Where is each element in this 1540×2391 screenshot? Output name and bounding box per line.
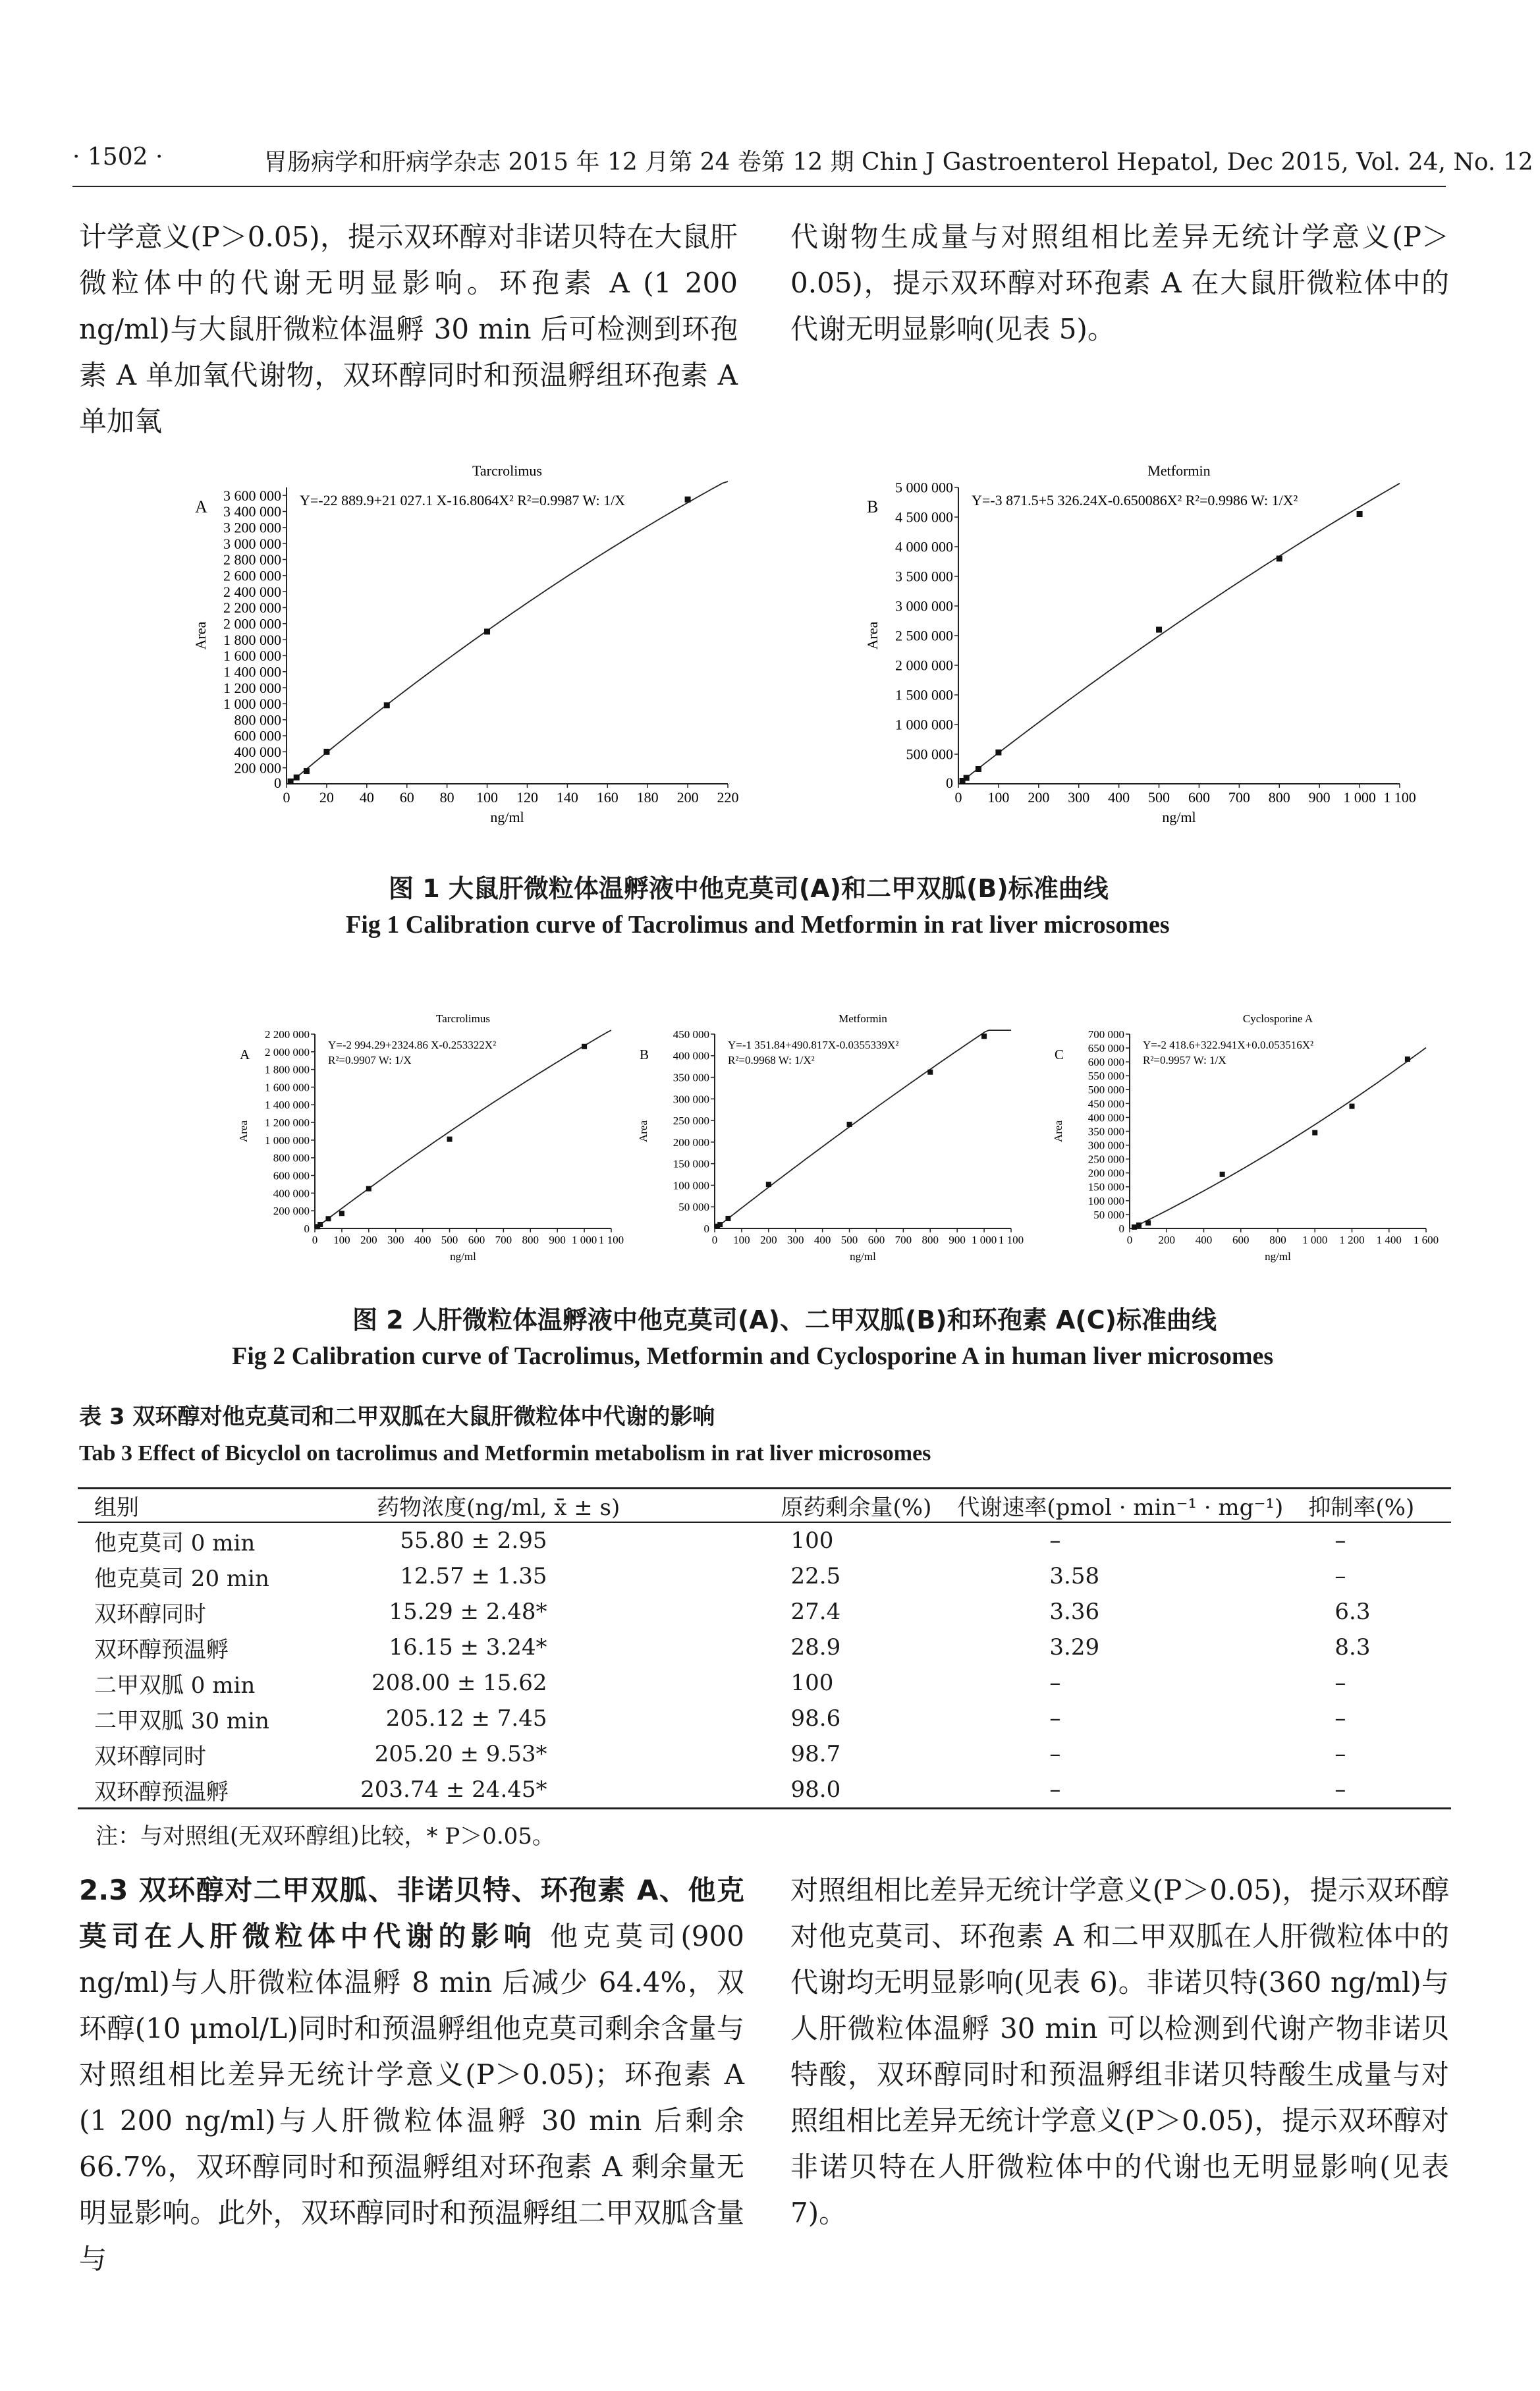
header-rule [72,186,1446,187]
table-row [78,1665,1451,1701]
table-cell: 双环醇预温孵 [78,1772,360,1809]
table-cell: 二甲双胍 0 min [94,1672,256,1699]
y-axis-label: Area [1052,1120,1064,1143]
fig1-panel-a [191,461,757,830]
table3-header-cell: 组别 [78,1489,360,1523]
table3-header-cell: 药物浓度(ng/ml, x̄ ± s) [360,1489,764,1523]
table3-title-cn: 表 3 双环醇对他克莫司和二甲双胍在大鼠肝微粒体中代谢的影响 [79,1404,715,1430]
data-point [304,768,310,774]
table3-note: 注：与对照组(无双环醇组)比较，* P＞0.05。 [96,1823,555,1850]
data-point [325,1216,331,1221]
y-tick-label: 250 000 [1087,1153,1124,1166]
data-point [339,1211,344,1216]
data-point [717,1222,723,1227]
data-point [1405,1057,1410,1062]
y-tick-label: 3 200 000 [223,519,281,536]
table-cell: 22.5 [790,1563,841,1589]
y-axis-label: Area [237,1120,250,1143]
x-tick-label: 40 [359,789,374,806]
table-cell: 3.36 [1049,1599,1100,1625]
x-tick-label: 700 [1228,789,1250,806]
y-tick-label: 500 000 [906,746,953,763]
section-text: 他克莫司(900 ng/ml)与人肝微粒体温孵 8 min 后减少 64.4%，双环醇(10 μmol/L)同时和预温孵组他克莫司剩余含量与对照组相比差异无统计学意义(P＞0.05)；环孢素 A (1 200 ng/ml)与人肝微粒体温孵 30 min 后剩余 66.7%，双环醇同时和预温孵组对环孢素 A 剩余量无明显影响。此外，双环醇同时和预温孵组二甲双胍含量与 [79,1920,744,2275]
y-tick-label: 650 000 [1087,1042,1124,1055]
table-cell: 205.20 ± 9.53* [374,1741,547,1767]
x-tick-label: 180 [636,789,659,806]
data-point [964,775,970,781]
y-tick-label: 2 500 000 [895,627,953,644]
table-cell: 208.00 ± 15.62 [371,1670,547,1696]
y-tick-label: 150 000 [673,1157,709,1170]
data-point [1277,556,1282,562]
y-tick-label: 1 000 000 [265,1134,310,1147]
data-point [685,497,691,503]
x-tick-label: 600 [1232,1234,1250,1246]
x-axis-label: ng/ml [1265,1250,1291,1263]
fig2-caption-en: Fig 2 Calibration curve of Tacrolimus, Metformin and Cyclosporine A in human liver microsomes [232,1342,1274,1370]
y-tick-label: 1 800 000 [265,1063,310,1076]
x-tick-label: 1 000 [1302,1234,1328,1246]
x-axis-label: ng/ml [1162,809,1196,825]
paragraph: 对照组相比差异无统计学意义(P＞0.05)，提示双环醇对他克莫司、环孢素 A 和二甲双胍在人肝微粒体中的代谢均无明显影响(见表 6)。非诺贝特(360 ng/ml)与人肝微粒体温孵 30 min 可以检测到代谢产物非诺贝特酸，双环醇同时和预温孵组非诺贝特酸生成量与对照组相比差异无统计学意义(P＞0.05)，提示双环醇对非诺贝特在人肝微粒体中的代谢也无明显影响(见表 7)。 [790,1874,1449,2229]
data-point [725,1216,730,1221]
x-tick-label: 1 000 [571,1234,597,1246]
table-cell: 3.29 [1049,1634,1100,1661]
fit-equation: Y=-22 889.9+21 027.1 X-16.8064X² R²=0.9987 W: 1/X [300,492,626,508]
x-tick-label: 220 [717,789,739,806]
data-point [1350,1104,1355,1109]
table-row [78,1558,1451,1594]
panel-label: A [240,1047,250,1062]
y-tick-label: 800 000 [273,1151,310,1165]
x-tick-label: 1 600 [1413,1234,1439,1246]
fit-line [1134,1048,1426,1228]
paragraph [79,1867,744,2282]
table-cell: – [941,1772,1292,1809]
table-row [78,1701,1451,1736]
panel-label: C [1055,1047,1064,1062]
text-column-top-left [79,214,738,445]
y-tick-label: 2 000 000 [265,1045,310,1058]
x-tick-label: 400 [1195,1234,1213,1246]
table-cell: 100 [790,1527,834,1554]
y-tick-label: 3 600 000 [223,487,281,504]
x-tick-label: 600 [468,1234,485,1246]
y-tick-label: 1 000 000 [223,696,281,713]
y-tick-label: 300 000 [1087,1139,1124,1152]
data-point [1220,1172,1225,1177]
y-tick-label: 350 000 [673,1071,709,1084]
y-tick-label: 100 000 [1087,1194,1124,1207]
x-tick-label: 200 [1158,1234,1175,1246]
table-cell: 203.74 ± 24.45* [360,1772,764,1809]
y-tick-label: 0 [946,775,953,791]
table-cell: 他克莫司 20 min [94,1565,269,1592]
data-point [995,750,1001,756]
chart-title: Cyclosporine A [1242,1012,1313,1025]
table3-header-cell: 原药剩余量(%) [765,1489,941,1523]
table-cell: – [1334,1563,1346,1589]
journal-title: 胃肠病学和肝病学杂志 2015 年 12 月第 24 卷第 12 期 Chin J Gastroenterol Hepatol, Dec 2015, Vol. 24, No. 12 [263,149,1533,176]
x-axis-label: ng/ml [490,809,524,825]
y-tick-label: 2 000 000 [223,615,281,632]
y-tick-label: 0 [1118,1223,1124,1235]
y-tick-label: 300 000 [673,1093,709,1106]
fig2-caption-cn: 图 2 人肝微粒体温孵液中他克莫司(A)、二甲双胍(B)和环孢素 A(C)标准曲线 [352,1305,1217,1334]
y-tick-label: 5 000 000 [895,479,953,496]
chart-svg [191,461,757,830]
data-point [847,1122,852,1127]
table3-header-row [78,1489,1451,1523]
data-point [317,1222,323,1227]
y-axis-label: Area [637,1120,649,1143]
y-tick-label: 1 800 000 [223,631,281,648]
data-point [1136,1223,1141,1228]
x-tick-label: 800 [1269,1234,1286,1246]
x-tick-label: 700 [894,1234,912,1246]
panel-label: A [195,497,207,516]
table-cell: 55.80 ± 2.95 [400,1527,547,1554]
page-number: · 1502 · [72,144,163,171]
text-column-bottom-right [790,1867,1449,2236]
data-point [976,766,981,772]
x-tick-label: 1 400 [1376,1234,1402,1246]
x-tick-label: 0 [711,1234,718,1246]
y-tick-label: 3 000 000 [223,535,281,552]
fig2-panel-c [1051,1008,1446,1271]
table-cell: – [1334,1527,1346,1554]
x-tick-label: 100 [476,789,499,806]
panel-label: B [867,497,879,516]
y-tick-label: 3 000 000 [895,597,953,615]
y-tick-label: 350 000 [1087,1125,1124,1138]
x-tick-label: 80 [439,789,454,806]
y-tick-label: 700 000 [1087,1028,1124,1041]
table-cell: – [1049,1670,1061,1696]
y-tick-label: 50 000 [678,1201,709,1214]
x-tick-label: 800 [921,1234,939,1246]
x-tick-label: 400 [813,1234,831,1246]
x-tick-label: 20 [319,789,334,806]
y-tick-label: 200 000 [234,759,281,777]
y-tick-label: 1 400 000 [223,663,281,680]
x-tick-label: 0 [312,1234,318,1246]
x-tick-label: 600 [867,1234,885,1246]
y-tick-label: 550 000 [1087,1070,1124,1083]
y-tick-label: 1 200 000 [223,679,281,696]
y-axis-label: Area [864,621,881,650]
y-tick-label: 600 000 [273,1169,310,1182]
y-tick-label: 250 000 [673,1114,709,1128]
fig2-panel-b [636,1008,1031,1271]
x-tick-label: 0 [283,789,290,806]
x-axis-label: ng/ml [450,1250,476,1263]
y-tick-label: 1 600 000 [223,647,281,665]
table-cell: 15.29 ± 2.48* [389,1599,547,1625]
table3-header-cell: 抑制率(%) [1292,1489,1451,1523]
x-tick-label: 800 [522,1234,539,1246]
y-tick-label: 200 000 [273,1205,310,1218]
data-point [323,749,329,755]
y-tick-label: 400 000 [1087,1111,1124,1124]
y-tick-label: 150 000 [1087,1180,1124,1194]
y-tick-label: 100 000 [673,1179,709,1192]
y-tick-label: 1 400 000 [265,1099,310,1112]
panel-label: B [640,1047,649,1062]
x-tick-label: 300 [387,1234,404,1246]
y-tick-label: 1 600 000 [265,1081,310,1094]
x-tick-label: 1 100 [998,1234,1024,1246]
x-tick-label: 300 [1068,789,1090,806]
fig1-panel-b [863,461,1429,830]
y-tick-label: 1 000 000 [895,716,953,733]
chart-svg [1051,1008,1446,1271]
x-tick-label: 900 [1308,789,1331,806]
table-cell: 6.3 [1334,1599,1371,1625]
y-tick-label: 600 000 [1087,1056,1124,1069]
table-cell: 205.12 ± 7.45 [385,1705,547,1732]
x-tick-label: 160 [596,789,619,806]
y-tick-label: 200 000 [1087,1167,1124,1180]
fig1-caption-cn: 图 1 大鼠肝微粒体温孵液中他克莫司(A)和二甲双胍(B)标准曲线 [389,874,1109,903]
x-tick-label: 400 [414,1234,431,1246]
y-tick-label: 2 400 000 [223,583,281,600]
x-tick-label: 500 [840,1234,858,1246]
chart-svg [863,461,1429,830]
table-cell: 二甲双胍 30 min [94,1707,269,1734]
chart-title: Metformin [839,1012,887,1025]
x-tick-label: 100 [733,1234,750,1246]
y-tick-label: 2 200 000 [265,1028,310,1041]
y-tick-label: 400 000 [673,1049,709,1062]
table-cell: 98.0 [765,1772,941,1809]
data-point [1132,1224,1137,1230]
table-cell: 98.7 [790,1741,841,1767]
table3 [78,1487,1451,1809]
table-cell: 双环醇同时 [94,1743,206,1770]
y-tick-label: 3 400 000 [223,503,281,520]
table-cell: 27.4 [790,1599,841,1625]
table3-header-cell: 代谢速率(pmol · min⁻¹ · mg⁻¹) [941,1489,1292,1523]
data-point [1145,1221,1151,1226]
fit-equation: Y=-2 418.6+322.941X+0.0.053516X² [1143,1039,1314,1051]
table-cell: – [1334,1670,1346,1696]
paragraph: 计学意义(P＞0.05)，提示双环醇对非诺贝特在大鼠肝微粒体中的代谢无明显影响。环孢素 A (1 200 ng/ml)与大鼠肝微粒体温孵 30 min 后可检测到环孢素 A 单加氧代谢物，双环醇同时和预温孵组环孢素 A 单加氧 [79,221,738,437]
data-point [447,1137,453,1142]
x-tick-label: 200 [1028,789,1050,806]
x-tick-label: 900 [949,1234,966,1246]
table3-title-en: Tab 3 Effect of Bicyclol on tacrolimus and Metformin metabolism in rat liver microsomes [79,1441,931,1466]
table-cell: – [1049,1741,1061,1767]
table-cell: 双环醇预温孵 [94,1636,229,1663]
data-point [288,779,294,784]
data-point [294,775,300,781]
x-tick-label: 400 [1108,789,1130,806]
section-heading: 2.3 双环醇对二甲双胍、非诺贝特、环孢素 A、他克莫司在人肝微粒体中代谢的影响 [79,1874,744,1952]
y-tick-label: 400 000 [273,1187,310,1200]
y-tick-label: 2 200 000 [223,599,281,617]
table-cell: 16.15 ± 3.24* [389,1634,547,1661]
x-tick-label: 1 200 [1339,1234,1365,1246]
x-tick-label: 800 [1268,789,1290,806]
y-tick-label: 2 000 000 [895,657,953,674]
data-point [484,628,490,634]
x-tick-label: 900 [549,1234,566,1246]
y-tick-label: 450 000 [673,1028,709,1041]
y-tick-label: 450 000 [1087,1097,1124,1111]
x-axis-label: ng/ml [850,1250,876,1263]
y-tick-label: 2 600 000 [223,567,281,584]
data-point [384,702,390,708]
y-tick-label: 1 200 000 [265,1116,310,1130]
x-tick-label: 200 [676,789,699,806]
x-tick-label: 1 000 [971,1234,997,1246]
fit-equation: Y=-2 994.29+2324.86 X-0.253322X² [328,1039,497,1051]
data-point [582,1044,587,1049]
table-cell: – [1292,1772,1451,1809]
x-tick-label: 0 [954,789,962,806]
y-axis-label: Area [192,621,209,650]
text-column-top-right [790,214,1449,352]
data-point [1156,627,1162,633]
x-tick-label: 120 [516,789,538,806]
table-row [78,1630,1451,1665]
running-header [72,144,1533,177]
y-tick-label: 2 800 000 [223,551,281,568]
table-cell: – [1049,1527,1061,1554]
fit-stats: R²=0.9907 W: 1/X [328,1054,412,1066]
fit-equation: Y=-1 351.84+490.817X-0.0355339X² [728,1039,899,1051]
x-tick-label: 60 [399,789,414,806]
x-tick-label: 500 [1148,789,1170,806]
fit-equation: Y=-3 871.5+5 326.24X-0.650086X² R²=0.9986 W: 1/X² [972,492,1298,508]
x-tick-label: 500 [441,1234,458,1246]
data-point [366,1186,371,1192]
chart-title: Metformin [1147,462,1211,479]
paragraph: 代谢物生成量与对照组相比差异无统计学意义(P＞0.05)，提示双环醇对环孢素 A 在大鼠肝微粒体中的代谢无明显影响(见表 5)。 [790,221,1449,345]
y-tick-label: 4 000 000 [895,538,953,555]
table-cell: – [1049,1705,1061,1732]
x-tick-label: 200 [760,1234,777,1246]
y-tick-label: 400 000 [234,744,281,761]
x-tick-label: 300 [786,1234,804,1246]
y-tick-label: 0 [304,1223,310,1235]
table-cell: – [1334,1705,1346,1732]
table-cell: 他克莫司 0 min [94,1529,256,1556]
text-column-bottom-left [79,1867,744,2282]
y-tick-label: 200 000 [673,1136,709,1149]
y-tick-label: 3 500 000 [895,568,953,585]
data-point [981,1033,987,1039]
y-tick-label: 800 000 [234,711,281,728]
table-cell: 98.6 [790,1705,841,1732]
fig2-panel-a [236,1008,631,1271]
y-tick-label: 600 000 [234,727,281,744]
x-tick-label: 700 [495,1234,512,1246]
table-cell: 8.3 [1334,1634,1371,1661]
x-tick-label: 200 [360,1234,377,1246]
table-row [78,1522,1451,1558]
x-tick-label: 0 [1126,1234,1133,1246]
table-row [78,1772,1451,1809]
x-tick-label: 100 [333,1234,350,1246]
data-point [766,1182,771,1187]
data-point [1357,511,1363,517]
chart-title: Tarcrolimus [472,462,542,479]
chart-svg [636,1008,1031,1271]
table-cell: – [1334,1741,1346,1767]
table-row [78,1736,1451,1772]
fit-stats: R²=0.9957 W: 1/X [1143,1054,1226,1066]
fit-line [292,481,728,781]
x-tick-label: 100 [987,789,1010,806]
data-point [927,1070,933,1075]
chart-title: Tarcrolimus [436,1012,490,1025]
chart-svg [236,1008,631,1271]
data-point [1312,1130,1317,1136]
table-cell: 100 [790,1670,834,1696]
y-tick-label: 50 000 [1093,1208,1124,1221]
y-tick-label: 0 [274,775,281,791]
fit-line [964,483,1400,780]
y-tick-label: 4 500 000 [895,508,953,526]
table-cell: 3.58 [1049,1563,1100,1589]
x-tick-label: 1 100 [598,1234,624,1246]
x-tick-label: 600 [1188,789,1210,806]
y-tick-label: 1 500 000 [895,686,953,703]
table-cell: 28.9 [790,1634,841,1661]
x-tick-label: 1 000 [1343,789,1376,806]
table-cell: 12.57 ± 1.35 [400,1563,547,1589]
y-tick-label: 500 000 [1087,1084,1124,1097]
fit-stats: R²=0.9968 W: 1/X² [728,1054,815,1066]
y-tick-label: 0 [703,1223,709,1235]
table-row [78,1594,1451,1630]
x-tick-label: 1 100 [1383,789,1416,806]
table-cell: 双环醇同时 [94,1601,206,1628]
fig1-caption-en: Fig 1 Calibration curve of Tacrolimus and Metformin in rat liver microsomes [346,911,1170,939]
x-tick-label: 140 [556,789,578,806]
